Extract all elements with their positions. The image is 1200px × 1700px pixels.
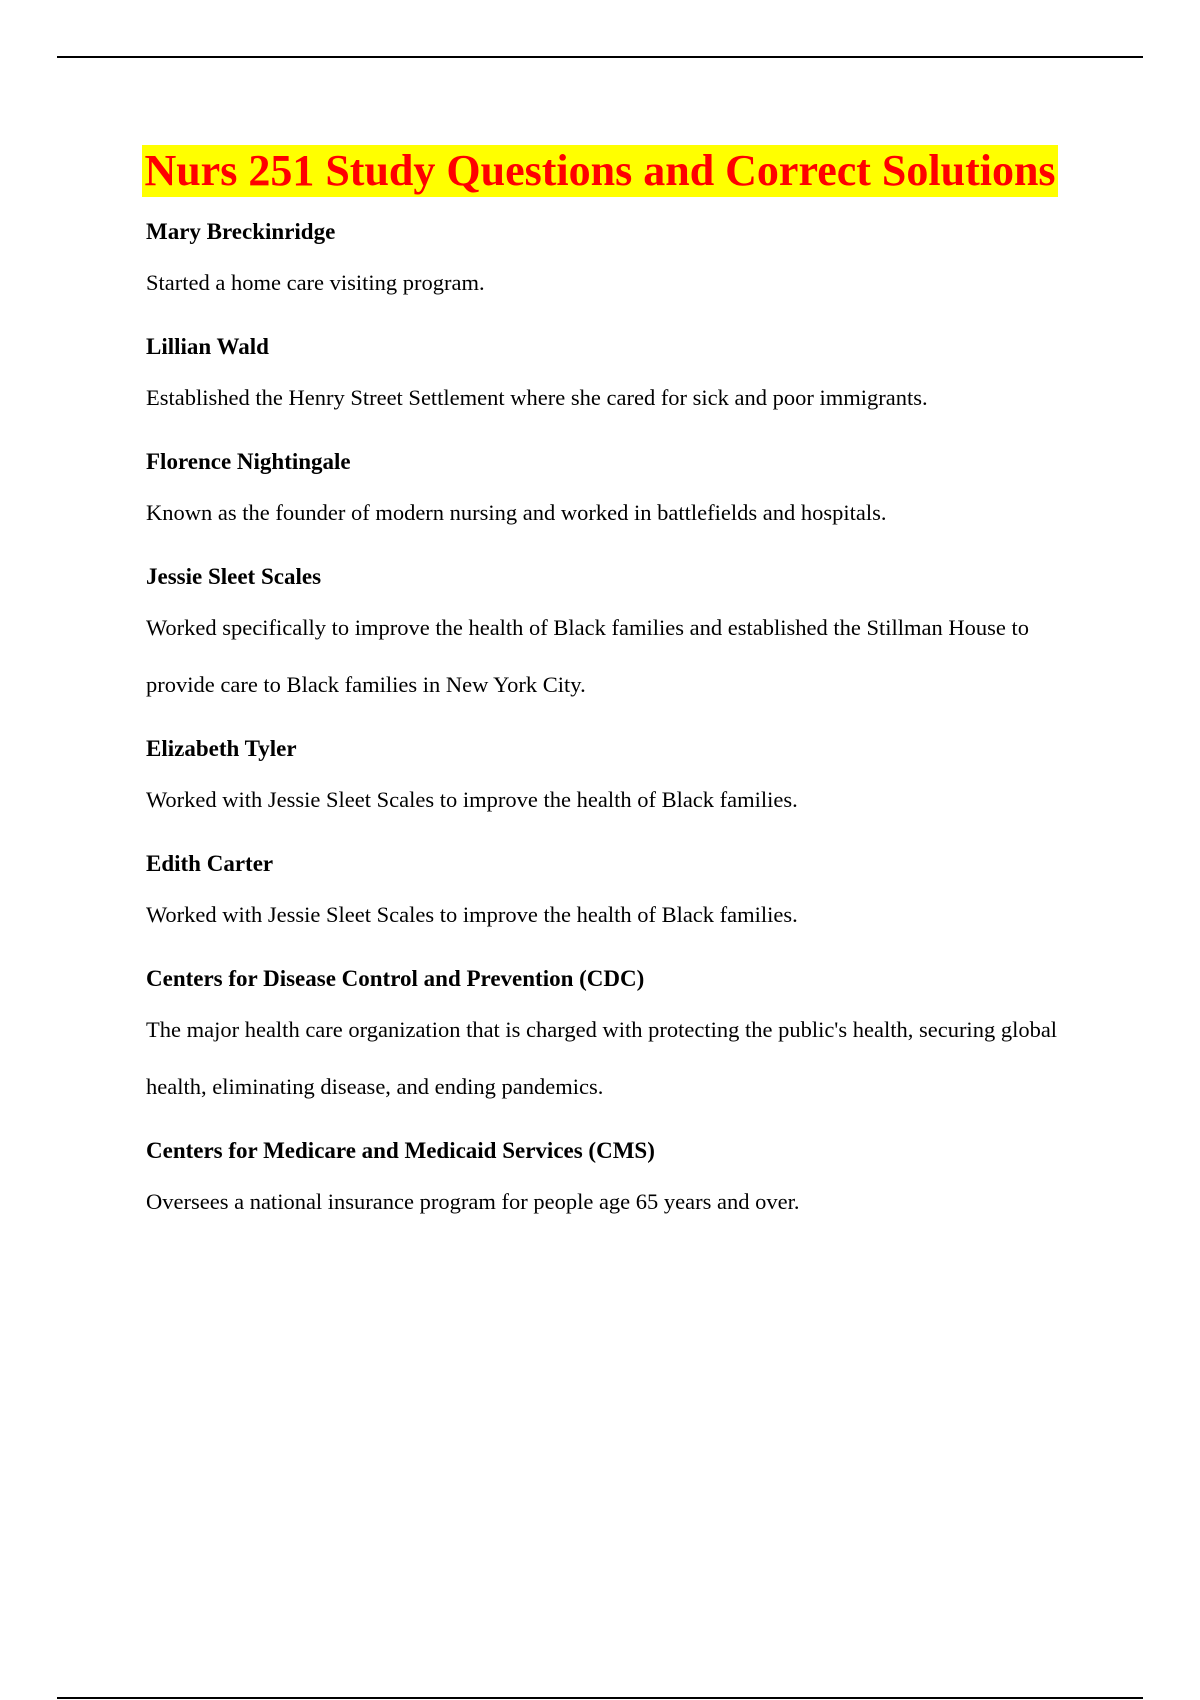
page-title: Nurs 251 Study Questions and Correct Solutions: [144, 146, 1056, 195]
entry-term: Edith Carter: [146, 851, 274, 876]
footer-rule: [57, 1697, 1143, 1699]
entry-term: Elizabeth Tyler: [146, 736, 297, 761]
study-entry: [146, 555, 1080, 713]
study-entry: [146, 1129, 1080, 1230]
entry-definition: Started a home care visiting program.: [146, 270, 485, 295]
study-entry: [146, 842, 1080, 943]
entry-definition: Worked with Jessie Sleet Scales to improve the health of Black families.: [146, 902, 798, 927]
entry-definition: The major health care organization that is charged with protecting the public's health, securing global health, eliminating disease, and ending pandemics.: [146, 1017, 1058, 1099]
entry-definition: Known as the founder of modern nursing and worked in battlefields and hospitals.: [146, 500, 887, 525]
header-rule: [57, 56, 1143, 58]
entry-term: Jessie Sleet Scales: [146, 564, 322, 589]
study-entry: [146, 210, 1080, 311]
entry-definition: Established the Henry Street Settlement where she cared for sick and poor immigrants.: [146, 385, 928, 410]
entry-term: Florence Nightingale: [146, 449, 351, 474]
study-entry: [146, 325, 1080, 426]
entry-term: Centers for Medicare and Medicaid Services (CMS): [146, 1138, 655, 1163]
entry-definition: Worked specifically to improve the health of Black families and established the Stillman House to provide care to Black families in New York City.: [146, 615, 1029, 697]
title-block: [0, 145, 1200, 197]
entry-definition: Oversees a national insurance program for people age 65 years and over.: [146, 1189, 800, 1214]
study-entry: [146, 957, 1080, 1115]
document-body: [146, 210, 1080, 1244]
study-entry: [146, 440, 1080, 541]
entry-term: Centers for Disease Control and Prevention (CDC): [146, 966, 645, 991]
entry-definition: Worked with Jessie Sleet Scales to improve the health of Black families.: [146, 787, 798, 812]
entry-term: Mary Breckinridge: [146, 219, 336, 244]
entry-term: Lillian Wald: [146, 334, 269, 359]
study-entry: [146, 727, 1080, 828]
